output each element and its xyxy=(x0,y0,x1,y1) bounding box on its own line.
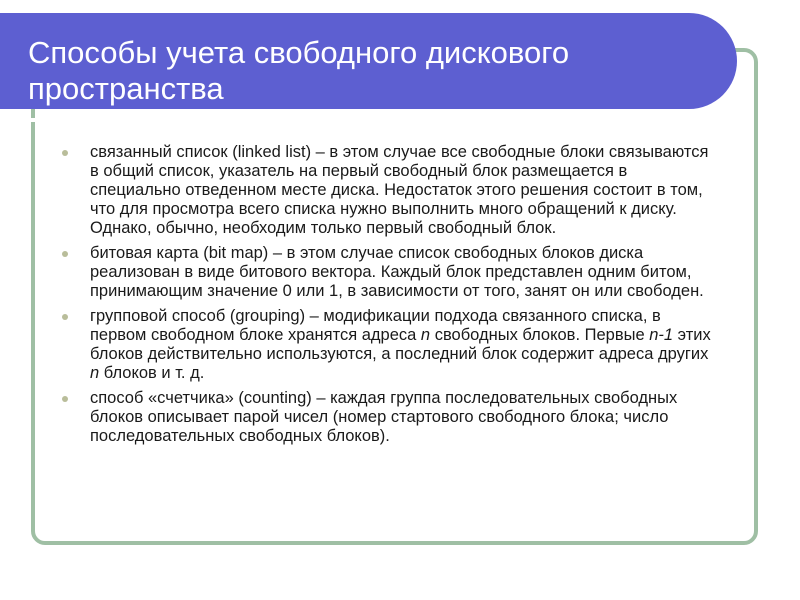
bullet-text-italic-run: n-1 xyxy=(649,326,674,344)
bullet-text-run: битовая карта (bit map) – в этом случае список свободных блоков диска реализован в виде битового вектора. Каждый блок представлен одним битом, принимающим значение 0 или 1, в зависимости от того, занят он или свободен. xyxy=(90,244,704,300)
round-bullet-icon xyxy=(62,314,68,320)
bullet-text xyxy=(90,143,708,237)
bullet-item xyxy=(60,143,720,238)
bullet-list xyxy=(60,143,720,452)
round-bullet-icon xyxy=(62,251,68,257)
bullet-text-run: групповой способ (grouping) – модификации подхода связанного списка, в первом свободном блоке хранятся адреса xyxy=(90,307,661,344)
bullet-item xyxy=(60,307,720,383)
bullet-text xyxy=(90,389,677,445)
bullet-item xyxy=(60,389,720,446)
bullet-text xyxy=(90,307,711,382)
bullet-text xyxy=(90,244,704,300)
bullet-text-run: свободных блоков. Первые xyxy=(430,326,650,344)
bullet-text-run: этих блоков действительно используются, а последний блок содержит адреса других xyxy=(90,326,711,363)
bullet-text-run: связанный список (linked list) – в этом случае все свободные блоки связываются в общий список, указатель на первый свободный блок размещается в специально отведенном месте диска. Недостаток этого решения состоит в том, что для просмотра всего списка нужно выполнить много обращений к диску. Однако, обычно, необходим только первый свободный блок. xyxy=(90,143,709,237)
round-bullet-icon xyxy=(62,396,68,402)
bullet-text-run: блоков и т. д. xyxy=(99,364,205,382)
title-bar xyxy=(0,13,737,109)
bullet-text-italic-run: n xyxy=(420,326,431,344)
bullet-item xyxy=(60,244,720,301)
slide-title: Способы учета свободного дискового пространства xyxy=(28,35,570,106)
bullet-text-italic-run: n xyxy=(90,364,100,382)
round-bullet-icon xyxy=(62,150,68,156)
title-underline xyxy=(28,118,708,122)
bullet-text-run: способ «счетчика» (counting) – каждая группа последовательных свободных блоков описывает парой чисел (номер стартового свободного блока; число последовательных свободных блоков). xyxy=(90,389,678,445)
